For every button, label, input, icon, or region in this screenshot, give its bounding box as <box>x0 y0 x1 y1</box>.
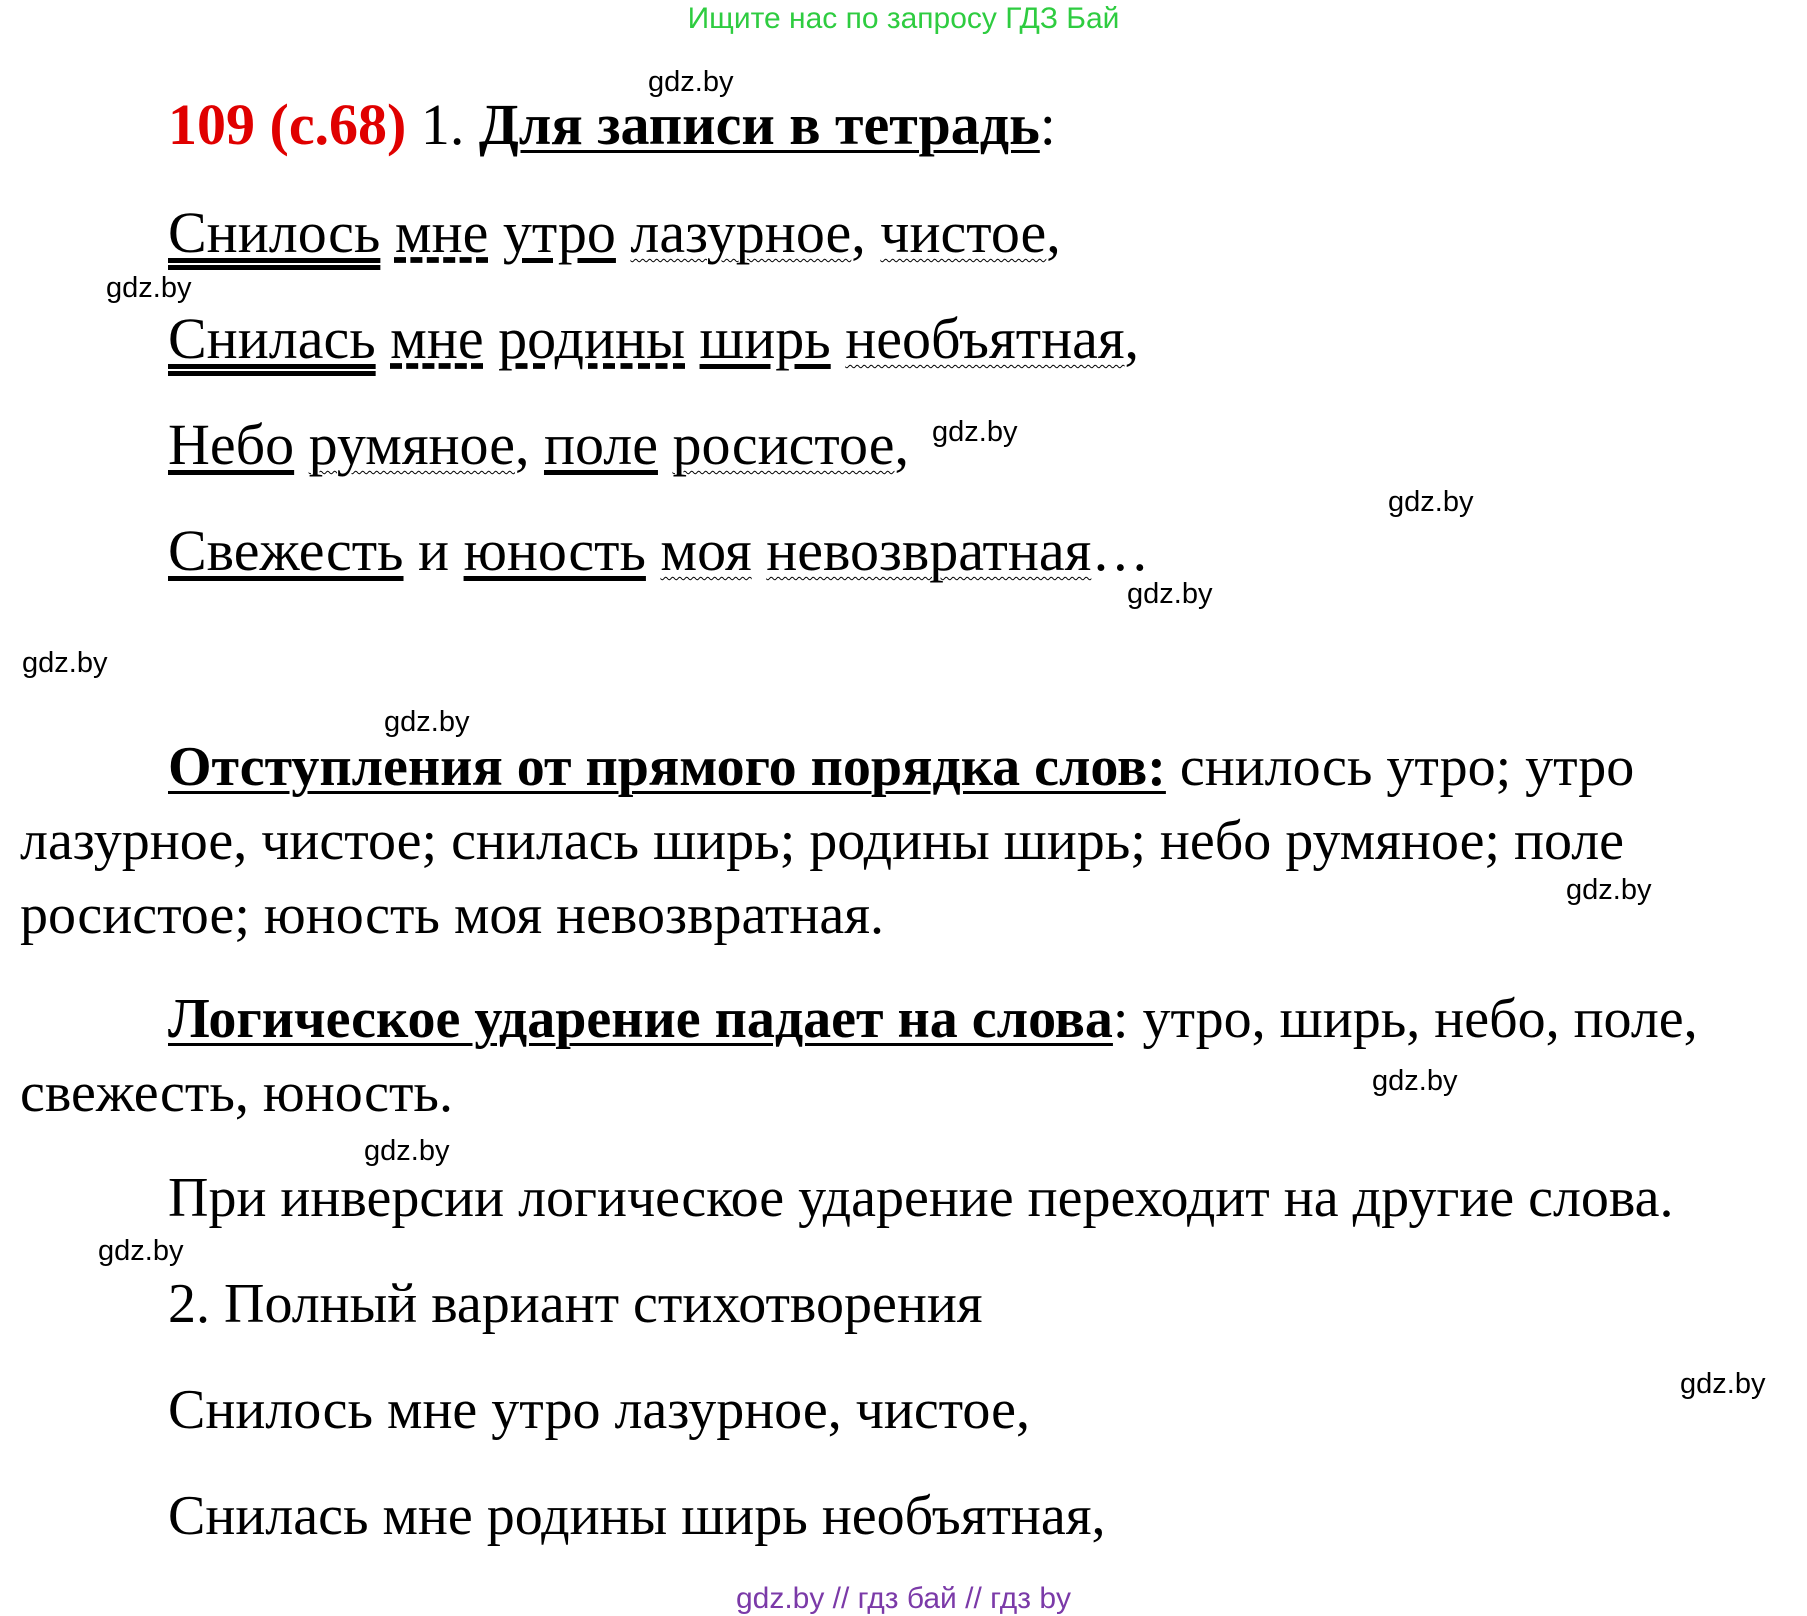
exercise-header <box>168 92 1056 157</box>
subject-word: Снилась <box>168 306 376 371</box>
predicate-word: утро <box>502 200 616 265</box>
watermark: gdz.by <box>648 66 734 98</box>
subject-word: Свежесть <box>168 518 404 583</box>
section-word-order <box>20 730 1790 952</box>
poem-marked-line-3 <box>168 412 909 477</box>
punctuation: , <box>894 412 909 477</box>
watermark: gdz.by <box>1566 874 1652 906</box>
poem-marked-line-1 <box>168 200 1061 265</box>
section-heading: Логическое ударение падает на слова <box>168 988 1113 1050</box>
attribute-word: моя <box>660 518 752 583</box>
object-word: родины <box>498 306 686 371</box>
predicate-word: ширь <box>699 306 831 371</box>
conjunction-word: и <box>418 518 450 583</box>
watermark: gdz.by <box>98 1235 184 1267</box>
watermark: gdz.by <box>106 272 192 304</box>
attribute-word: необъятная <box>845 306 1125 371</box>
subject-word: Небо <box>168 412 295 477</box>
section-text: снилось утро; утро лазурное, чистое; снилась ширь; родины ширь; небо румяное; поле росистое; юность моя невозвратная. <box>20 736 1635 946</box>
subject-word: Снилось <box>168 200 381 265</box>
poem-full-line-2: Снилась мне родины ширь необъятная, <box>168 1485 1106 1547</box>
attribute-word: румяное <box>308 412 515 477</box>
punctuation: , <box>1046 200 1061 265</box>
watermark: gdz.by <box>1388 486 1474 518</box>
inversion-note: При инверсии логическое ударение переходит на другие слова. <box>168 1167 1674 1229</box>
top-banner: Ищите нас по запросу ГДЗ Бай <box>687 2 1120 35</box>
header-title: Для записи в тетрадь <box>478 92 1040 157</box>
section-text: : утро, ширь, небо, поле, свежесть, юность. <box>20 988 1698 1124</box>
watermark: gdz.by <box>932 416 1018 448</box>
exercise-number: 109 (с.68) <box>168 92 407 157</box>
watermark: gdz.by <box>384 706 470 738</box>
subject-word: юность <box>463 518 646 583</box>
punctuation: , <box>851 200 866 265</box>
item-number: 1. <box>420 92 465 157</box>
object-word: мне <box>390 306 484 371</box>
poem-marked-line-4 <box>168 518 1150 583</box>
punctuation: , <box>1124 306 1140 371</box>
watermark: gdz.by <box>1127 578 1213 610</box>
poem-full-line-1: Снилось мне утро лазурное, чистое, <box>168 1379 1030 1441</box>
attribute-word: лазурное <box>630 200 852 265</box>
attribute-word: чистое <box>880 200 1047 265</box>
punctuation: … <box>1091 518 1150 583</box>
section-logical-stress <box>20 982 1790 1130</box>
poem-marked-line-2 <box>168 306 1140 371</box>
punctuation: , <box>514 412 530 477</box>
subject-word: поле <box>543 412 658 477</box>
attribute-word: невозвратная <box>766 518 1092 583</box>
attribute-word: росистое <box>672 412 895 477</box>
watermark: gdz.by <box>1680 1368 1766 1400</box>
footer-links: gdz.by // гдз бай // гдз by <box>735 1582 1072 1615</box>
header-colon: : <box>1039 92 1056 157</box>
watermark: gdz.by <box>1372 1065 1458 1097</box>
part2-title: 2. Полный вариант стихотворения <box>168 1273 983 1335</box>
section-heading: Отступления от прямого порядка слов: <box>168 736 1166 798</box>
watermark: gdz.by <box>22 647 108 679</box>
watermark: gdz.by <box>364 1135 450 1167</box>
object-word: мне <box>394 200 489 265</box>
